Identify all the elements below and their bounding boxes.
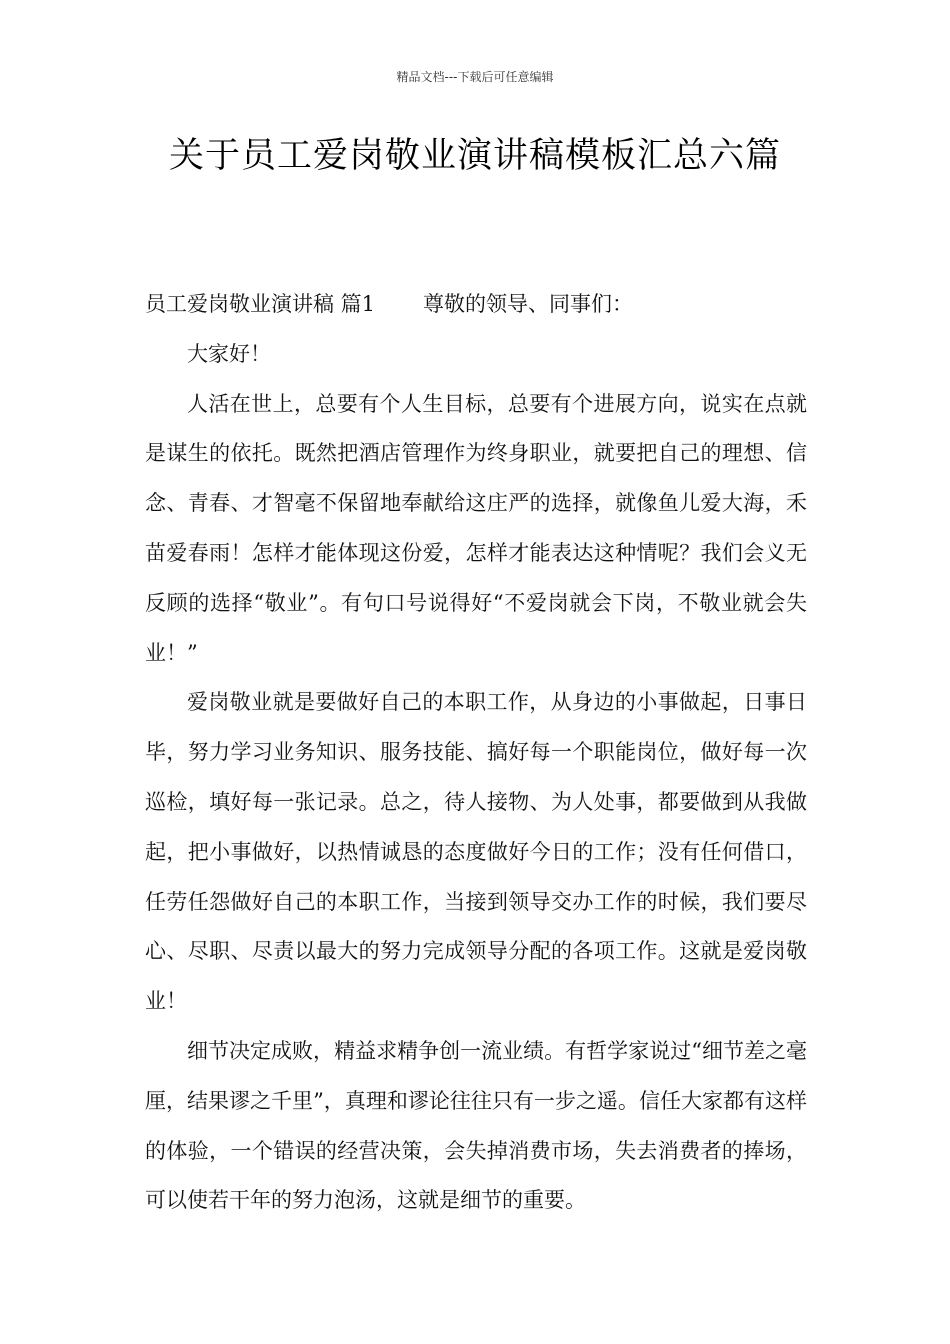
greeting: 大家好！	[187, 341, 271, 366]
section-heading-line	[145, 280, 807, 330]
paragraph-3: 细节决定成败，精益求精争创一流业绩。有哲学家说过“细节差之毫厘，结果谬之千里”，真理和谬论往往只有一步之遥。信任大家都有这样的体验，一个错误的经营决策，会失掉消费市场，失去消费者的捧场，可以使若干年的努力泡汤，这就是细节的重要。	[145, 1038, 807, 1213]
paragraph-2: 爱岗敬业就是要做好自己的本职工作，从身边的小事做起，日事日毕，努力学习业务知识、服务技能、搞好每一个职能岗位，做好每一次巡检，填好每一张记录。总之，待人接物、为人处事，都要做到从我做起，把小事做好，以热情诚恳的态度做好今日的工作；没有任何借口，任劳任怨做好自己的本职工作，当接到领导交办工作的时候，我们要尽心、尽职、尽责以最大的努力完成领导分配的各项工作。这就是爱岗敬业！	[145, 690, 807, 1014]
section-label: 员工爱岗敬业演讲稿 篇1	[145, 292, 376, 316]
header-note: 精品文档---下载后可任意编辑	[396, 70, 554, 84]
paragraph-1: 人活在世上，总要有个人生目标，总要有个进展方向，说实在点就是谋生的依托。既然把酒店管理作为终身职业，就要把自己的理想、信念、青春、才智毫不保留地奉献给这庄严的选择，就像鱼儿爱大海，禾苗爱春雨！怎样才能体现这份爱，怎样才能表达这种情呢？我们会义无反顾的选择“敬业”。有句口号说得好“不爱岗就会下岗，不敬业就会失业！”	[145, 391, 807, 665]
document-title: 关于员工爱岗敬业演讲稿模板汇总六篇	[168, 136, 781, 176]
salutation: 尊敬的领导、同事们：	[423, 292, 634, 316]
document-body	[145, 280, 807, 1226]
